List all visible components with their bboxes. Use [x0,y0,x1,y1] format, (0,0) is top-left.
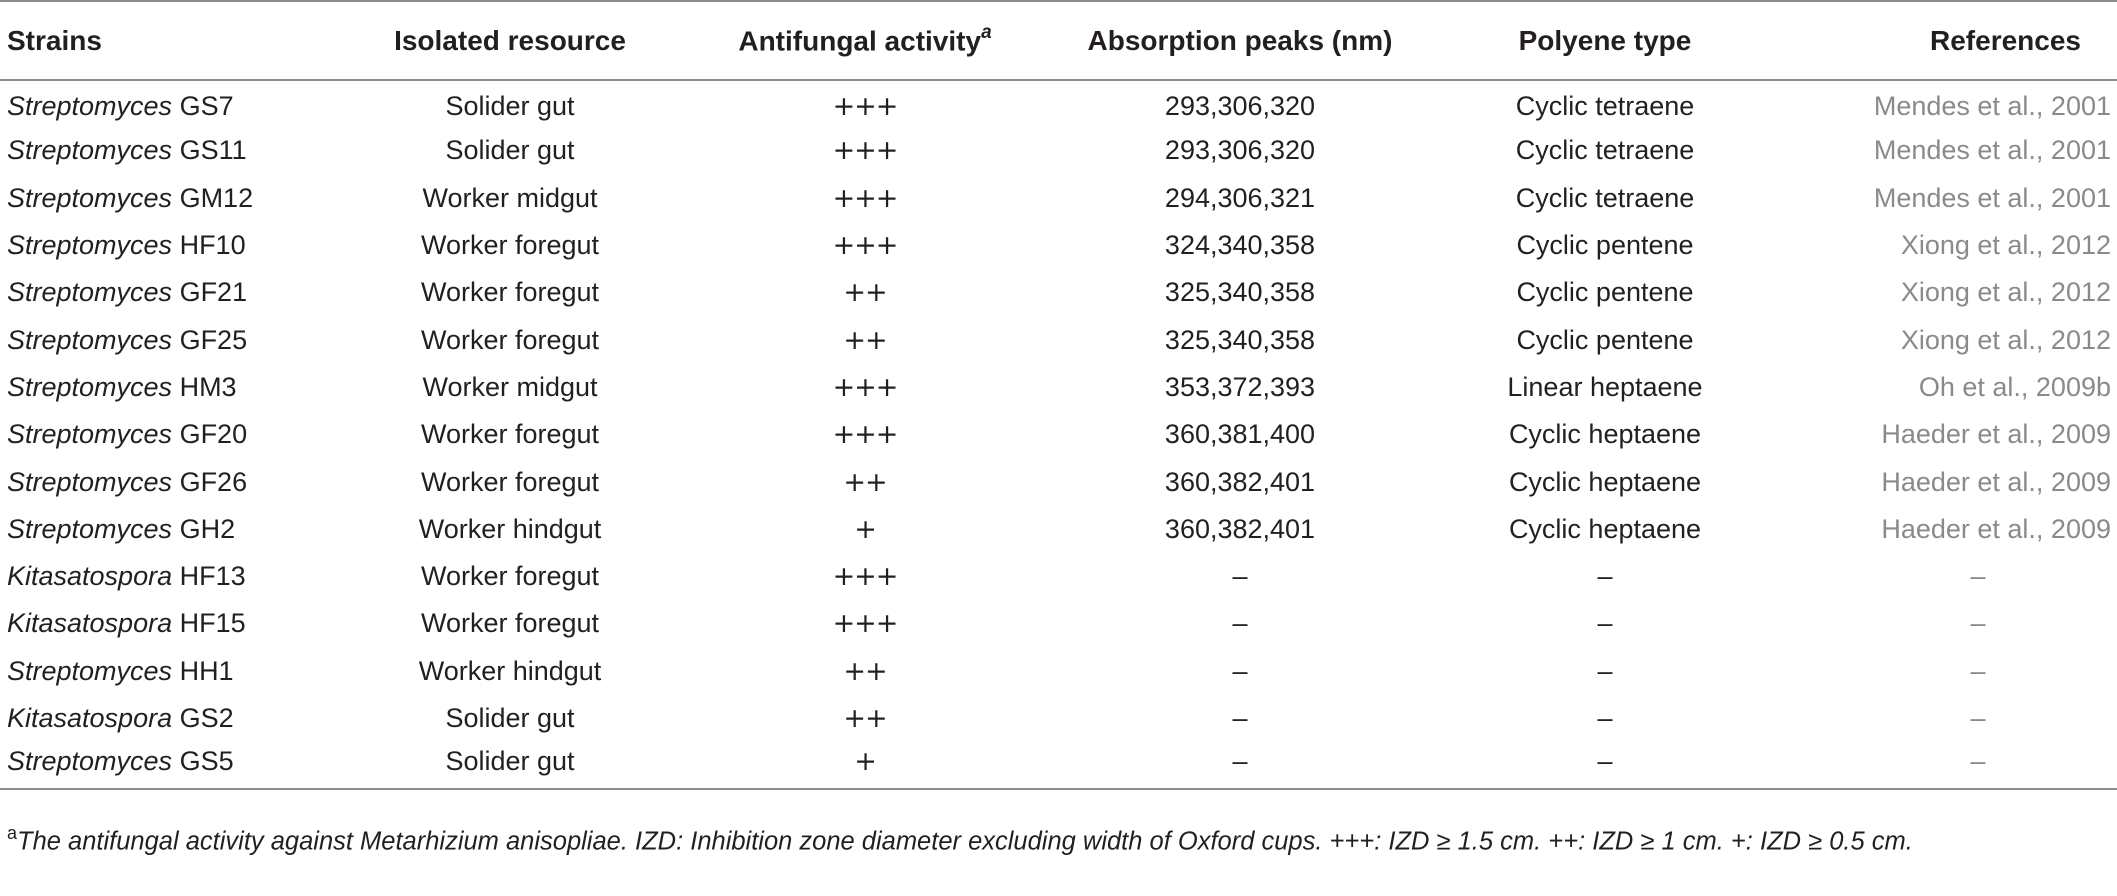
table-row [0,127,2117,174]
cell-strain [0,222,345,269]
cell-strain [0,600,345,647]
strain-id: GS2 [172,703,234,733]
cell-polyene-type: Cyclic pentene [1516,230,1694,261]
cell-polyene-type: – [1597,561,1613,592]
strain-genus: Streptomyces [7,466,173,497]
cell-absorption-peaks: 360,381,400 [1164,419,1316,450]
cell-reference: Xiong et al., 2012 [1900,230,2111,261]
header-antifungal-activity-label: Antifungal activity [738,25,982,57]
strain-id: GM12 [172,182,254,213]
table-row [0,458,2117,505]
cell-absorption-peaks: 324,340,358 [1164,230,1316,261]
cell-polyene-type: Cyclic tetraene [1515,90,1695,121]
cell-polyene-type: Cyclic pentene [1516,324,1694,355]
cell-polyene-type: Cyclic heptaene [1508,419,1702,450]
cell-strain [0,695,345,742]
cell-reference: – [1970,608,1986,639]
strain-id: GF20 [172,419,248,450]
cell-strain [0,506,345,553]
strain-genus: Streptomyces [7,419,173,450]
cell-polyene-type: Cyclic heptaene [1508,513,1702,544]
cell-resource: Worker foregut [420,324,600,355]
cell-reference: – [1785,742,2117,789]
strain-id: GS7 [172,90,234,121]
strain-id: HM3 [172,371,237,402]
cell-activity: ++ [843,324,887,356]
table-row [0,506,2117,553]
cell-absorption-peaks: 325,340,358 [1164,324,1316,355]
strain-genus: Streptomyces [7,324,173,355]
table-row [0,742,2117,789]
cell-activity: +++ [832,371,898,403]
strain-genus: Streptomyces [7,371,173,402]
cell-polyene-type: – [1597,608,1613,639]
table-row [0,695,2117,742]
cell-strain [0,458,345,505]
cell-absorption-peaks: 293,306,320 [1164,135,1316,166]
table-footnote [7,814,2107,862]
footnote-marker-sup: a [981,21,992,43]
cell-absorption-peaks: – [1232,561,1248,592]
cell-reference: Haeder et al., 2009 [1881,419,2111,450]
footnote-marker: a [7,823,18,843]
cell-resource: Solider gut [445,90,575,121]
cell-resource: Worker hindgut [418,513,602,544]
strain-genus: Kitasatospora [7,561,173,592]
strain-id: GH2 [172,513,236,544]
cell-strain [0,648,345,695]
cell-reference: Xiong et al., 2012 [1900,324,2111,355]
cell-activity: ++ [843,466,887,498]
cell-reference: Mendes et al., 2001 [1873,135,2111,166]
cell-activity: + [675,742,1055,789]
cell-strain [0,80,345,127]
cell-activity: +++ [832,608,898,640]
cell-resource: Worker midgut [422,371,598,402]
cell-resource: Worker foregut [420,561,600,592]
cell-absorption-peaks: 293,306,320 [1164,90,1316,121]
cell-polyene-type: Cyclic tetraene [1515,182,1695,213]
strain-genus: Streptomyces [7,90,173,121]
cell-strain [0,553,345,600]
cell-activity: +++ [832,90,898,122]
cell-activity: +++ [832,230,898,262]
cell-polyene-type: – [1597,655,1613,686]
cell-strain [0,175,345,222]
strain-genus: Streptomyces [7,513,173,544]
cell-strain [0,269,345,316]
strain-genus: Streptomyces [7,135,173,166]
cell-absorption-peaks: – [1055,742,1425,789]
strain-id: GF25 [172,324,248,355]
cell-activity: +++ [832,561,898,593]
footnote-text: The antifungal activity against Metarhizium anisopliae. IZD: Inhibition zone diameter excluding width of Oxford cups. +++: IZD ≥ 1.5 cm. ++: IZD ≥ 1 cm. +: IZD ≥ 0.5 cm. [17,827,1913,856]
cell-resource: Worker foregut [420,277,600,308]
table-row [0,364,2117,411]
header-row [0,1,2117,80]
cell-reference: – [1970,703,1986,733]
strain-genus: Streptomyces [7,655,173,686]
table-row [0,648,2117,695]
cell-activity: +++ [832,182,898,214]
header-strains: Strains [0,1,345,80]
cell-absorption-peaks: 325,340,358 [1164,277,1316,308]
cell-absorption-peaks: 360,382,401 [1164,513,1316,544]
cell-resource: Worker midgut [422,182,598,213]
cell-absorption-peaks: 294,306,321 [1164,182,1316,213]
cell-resource: Worker foregut [420,419,600,450]
table-row [0,553,2117,600]
table-row [0,269,2117,316]
cell-polyene-type: – [1597,703,1613,733]
cell-polyene-type: Cyclic heptaene [1508,466,1702,497]
cell-reference: – [1970,561,1986,592]
cell-activity: +++ [832,135,898,167]
strain-genus: Streptomyces [7,745,173,776]
strain-id: GS5 [172,745,234,776]
strain-id: HF13 [172,561,246,592]
cell-absorption-peaks: 353,372,393 [1164,371,1316,402]
cell-reference: Oh et al., 2009b [1918,371,2111,402]
strain-genus: Streptomyces [7,182,173,213]
header-references: References [1785,1,2117,80]
header-isolated-resource: Isolated resource [345,1,675,80]
cell-polyene-type: – [1425,742,1785,789]
cell-activity: ++ [843,655,887,687]
strain-id: HF15 [172,608,246,639]
cell-reference: Xiong et al., 2012 [1900,277,2111,308]
cell-absorption-peaks: 360,382,401 [1164,466,1316,497]
cell-activity: +++ [832,419,898,451]
cell-resource: Worker foregut [420,608,600,639]
cell-activity: + [854,513,876,545]
header-polyene-type: Polyene type [1425,1,1785,80]
cell-resource: Solider gut [445,703,575,733]
cell-strain [0,742,345,789]
cell-strain [0,411,345,458]
cell-resource: Solider gut [445,135,575,166]
strain-genus: Streptomyces [7,230,173,261]
cell-strain [0,127,345,174]
cell-polyene-type: Linear heptaene [1507,371,1703,402]
table-row [0,600,2117,647]
cell-resource: Worker hindgut [418,655,602,686]
table-row [0,80,2117,127]
strain-genus: Kitasatospora [7,608,173,639]
cell-polyene-type: Cyclic pentene [1516,277,1694,308]
table-header [0,1,2117,80]
cell-reference: Haeder et al., 2009 [1881,513,2111,544]
header-absorption-peaks: Absorption peaks (nm) [1055,1,1425,80]
cell-strain [0,316,345,363]
cell-activity: ++ [843,277,887,309]
strain-id: HF10 [172,230,246,261]
cell-resource: Worker foregut [420,466,600,497]
cell-resource: Worker foregut [420,230,600,261]
cell-absorption-peaks: – [1232,608,1248,639]
table-row [0,411,2117,458]
table-body [0,80,2117,789]
strain-genus: Kitasatospora [7,703,173,733]
cell-reference: Haeder et al., 2009 [1881,466,2111,497]
cell-absorption-peaks: – [1232,655,1248,686]
cell-strain [0,364,345,411]
cell-resource: Solider gut [345,742,675,789]
strain-id: GS11 [172,135,247,166]
strain-id: GF21 [172,277,248,308]
table-row [0,316,2117,363]
cell-activity: ++ [843,703,887,734]
strain-id: GF26 [172,466,248,497]
table-row [0,222,2117,269]
table-row [0,175,2117,222]
strain-genus: Streptomyces [7,277,173,308]
strain-id: HH1 [172,655,234,686]
cell-reference: Mendes et al., 2001 [1873,90,2111,121]
cell-polyene-type: Cyclic tetraene [1515,135,1695,166]
cell-reference: Mendes et al., 2001 [1873,182,2111,213]
cell-reference: – [1970,655,1986,686]
header-antifungal-activity [675,1,1055,80]
cell-absorption-peaks: – [1232,703,1248,733]
